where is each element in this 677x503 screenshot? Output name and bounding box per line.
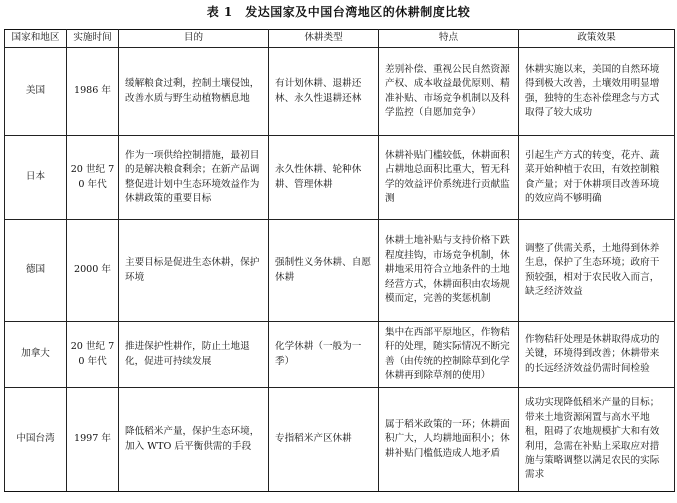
- cell-effect: 引起生产方式的转变，花卉、蔬菜开始种植于农田，有效控制粮食产量；对于休耕项目改善环境的效应尚不够明确: [519, 136, 675, 220]
- cell-features: 集中在西部平原地区，作物秸秆的处理，随实际情况不断完善（由传统的控制除草到化学休耕再到除草剂的使用）: [379, 322, 519, 388]
- cell-effect: 作物秸秆处理是休耕取得成功的关键，环境得到改善；休耕带来的长远经济效益仍需时间检验: [519, 322, 675, 388]
- header-effect: 政策效果: [519, 30, 675, 48]
- cell-time: 1986 年: [67, 48, 119, 136]
- cell-region: 日本: [5, 136, 67, 220]
- table-title: 表 1 发达国家及中国台湾地区的休耕制度比较: [206, 5, 471, 19]
- cell-time: 1997 年: [67, 388, 119, 492]
- cell-effect: 休耕实施以来，美国的自然环境得到极大改善，土壤效用明显增强，独特的生态补偿理念与方式取得了较大成功: [519, 48, 675, 136]
- cell-time: 20 世纪 70 年代: [67, 322, 119, 388]
- table-row: [5, 48, 675, 136]
- cell-type: 永久性休耕、轮种休耕、管理休耕: [269, 136, 379, 220]
- cell-type: 化学休耕（一般为一季）: [269, 322, 379, 388]
- cell-time: 20 世纪 70 年代: [67, 136, 119, 220]
- table-row: [5, 220, 675, 322]
- cell-features: 属于稻米政策的一环；休耕面积广大，人均耕地面积小；休耕补贴门槛低造成人地矛盾: [379, 388, 519, 492]
- header-region: 国家和地区: [5, 30, 67, 48]
- cell-type: 专指稻米产区休耕: [269, 388, 379, 492]
- cell-type: 有计划休耕、退耕还林、永久性退耕还林: [269, 48, 379, 136]
- cell-features: 休耕土地补贴与支持价格下跌程度挂钩，市场竞争机制，休耕地采用符合立地条件的土地经营方式，休耕面积由农场规模而定，完善的奖惩机制: [379, 220, 519, 322]
- table-row: [5, 136, 675, 220]
- header-time: 实施时间: [67, 30, 119, 48]
- cell-region: 中国台湾: [5, 388, 67, 492]
- cell-features: 休耕补贴门槛较低，休耕面积占耕地总面积比重大，暂无科学的效益评价系统进行贡献监测: [379, 136, 519, 220]
- cell-region: 德国: [5, 220, 67, 322]
- header-purpose: 目的: [119, 30, 269, 48]
- cell-region: 加拿大: [5, 322, 67, 388]
- cell-effect: 成功实现降低稻米产量的目标；带来土地资源闲置与高水平地租，阻碍了农地规模扩大和有效利用，急需在补贴上采取应对措施与策略调整以满足农民的实际需求: [519, 388, 675, 492]
- cell-purpose: 推进保护性耕作，防止土地退化，促进可持续发展: [119, 322, 269, 388]
- cell-purpose: 降低稻米产量，保护生态环境，加入 WTO 后平衡供需的手段: [119, 388, 269, 492]
- table-row: [5, 388, 675, 492]
- cell-purpose: 主要目标是促进生态休耕，保护环境: [119, 220, 269, 322]
- cell-time: 2000 年: [67, 220, 119, 322]
- cell-purpose: 缓解粮食过剩，控制土壤侵蚀，改善水质与野生动植物栖息地: [119, 48, 269, 136]
- table-row: [5, 322, 675, 388]
- cell-type: 强制性义务休耕、自愿休耕: [269, 220, 379, 322]
- header-features: 特点: [379, 30, 519, 48]
- cell-features: 差别补偿、重视公民自然资源产权、成本收益最优原则、精准补贴、市场竞争机制以及科学监控（自愿加竞争）: [379, 48, 519, 136]
- header-row: [5, 30, 675, 48]
- cell-purpose: 作为一项供给控制措施，最初目的是解决粮食剩余；在新产品调整促进计划中生态环境效益作为休耕政策的重要目标: [119, 136, 269, 220]
- header-type: 休耕类型: [269, 30, 379, 48]
- cell-effect: 调整了供需关系，土地得到休养生息，保护了生态环境；政府干预较强，相对于农民收入而言，缺乏经济效益: [519, 220, 675, 322]
- policy-comparison-table: [4, 29, 675, 492]
- cell-region: 美国: [5, 48, 67, 136]
